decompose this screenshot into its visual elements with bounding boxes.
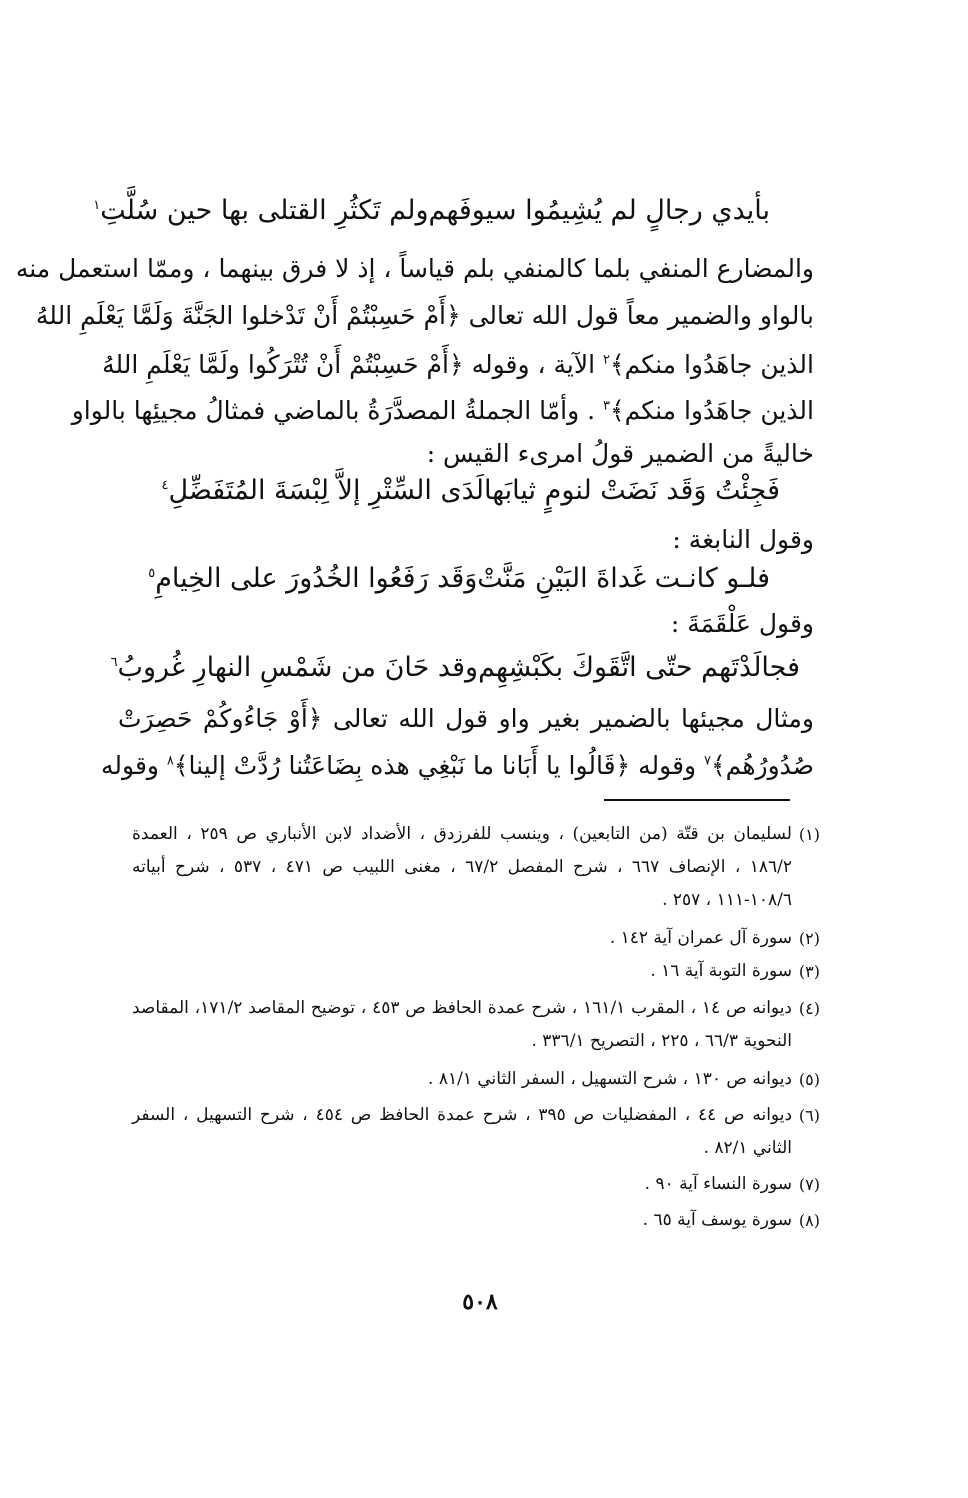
verse-1-second-hemistich-text: ولم تَكثُرِ القتلى بها حين سُلَّتِ (100, 195, 429, 226)
prose-line-6: وقول النابغة : (672, 525, 814, 554)
footnote-1: لسليمان بن قتّة (من التابعين) ، وينسب للفرزدق ، الأضداد لابن الأنباري ص ٢٥٩ ، العمدة ١٨٦/٢ ، الإنصاف ٦٦٧ ، شرح المفصل ٦٧/٢ ، مغنى اللبيب ص ٤٧١ ، ٥٣٧ ، شرح أبياته ١٠٨/٦-١١١ ، ٢٥٧ . (132, 824, 792, 910)
verse-2-second-hemistich-text: لَدَى السِّتْرِ إلاَّ لِبْسَةَ المُتَفَضِّلِ (168, 475, 484, 506)
prose-line-9-rest: وقوله (101, 751, 167, 780)
verse-1 (93, 189, 770, 233)
footnote-ref-3: ٣ (603, 398, 610, 414)
prose-line-9-quote-1: صُدُورُهُم﴾ (711, 751, 814, 780)
footnote-ref-7: ٧ (704, 753, 712, 769)
verse-2-first-hemistich: فَجِئْتُ وَقَد نَضَتْ لنومٍ ثيابَها (484, 475, 780, 506)
footnote-7-number: (٧) (798, 1175, 820, 1194)
footnote-2: سورة آل عمران آية ١٤٢ . (609, 928, 792, 948)
verse-2-second-hemistich (161, 469, 484, 513)
prose-line-7: وقول عَلْقَمَةَ : (670, 609, 814, 638)
footnote-4: ديوانه ص ١٤ ، المقرب ١٦١/١ ، شرح عمدة الحافظ ص ٤٥٣ ، توضيح المقاصد ١٧١/٢، المقاصد النحوية ٦٦/٣ ، ٢٢٥ ، التصريح ٣٣٦/١ . (132, 998, 792, 1051)
footnote-4-number: (٤) (798, 999, 820, 1018)
footnote-6: ديوانه ص ٤٤ ، المفضليات ص ٣٩٥ ، شرح عمدة الحافظ ص ٤٥٤ ، شرح التسهيل ، السفر الثاني ٨٢/١ . (132, 1105, 793, 1158)
prose-line-8: ومثال مجيئها بالضمير بغير واو قول الله تعالى ﴿أَوْ جَاءُوكُمْ حَصِرَتْ (118, 704, 814, 733)
prose-line-4-quote: الذين جاهَدُوا منكم﴾ (610, 396, 814, 425)
footnote-ref-1: ١ (93, 198, 101, 213)
prose-line-4-rest: . وأمّا الجملةُ المصدَّرَةُ بالماضي فمثالُ مجيئِها بالواو (71, 396, 604, 425)
verse-4-first-hemistich: فجالَدْتَهم حتّى اتَّقَوكَ بكَبْشِهِم (478, 652, 800, 683)
footnote-2-number: (٢) (798, 929, 820, 948)
footnote-8: سورة يوسف آية ٦٥ . (642, 1210, 792, 1230)
verse-3-first-hemistich: فلـو كانـت غَداةَ البَيْنِ مَنَّتْ (477, 563, 770, 594)
footnote-ref-4: ٤ (161, 478, 169, 493)
verse-3 (148, 557, 770, 601)
footnote-6-number: (٦) (798, 1106, 820, 1125)
footnote-1-number: (١) (798, 825, 820, 844)
verse-4-second-hemistich (111, 646, 479, 690)
prose-line-4 (71, 389, 814, 433)
footnote-ref-6: ٦ (110, 655, 118, 670)
verse-3-second-hemistich (148, 557, 477, 601)
verse-3-second-hemistich-text: وَقَد رَفَعُوا الخُدُورَ على الخِيامِ (155, 563, 478, 594)
prose-line-5: خاليةً من الضمير قولُ امرىء القيس : (426, 439, 814, 468)
verse-4-second-hemistich-text: وقد حَانَ من شَمْسِ النهارِ غُروبُ (117, 652, 479, 683)
prose-line-1: والمضارع المنفي بلما كالمنفي بلم قياساً ، إذ لا فرق بينهما ، وممّا استعمل منه (15, 254, 814, 283)
footnote-separator (604, 799, 790, 801)
prose-line-3-quote: الذين جاهَدُوا منكم﴾ (610, 350, 814, 379)
prose-line-9-quote-2: وقوله ﴿قَالُوا يا أَبَانا ما نَبْغِي هذه بِضَاعَتُنا رُدَّتْ إلينا﴾ (173, 751, 705, 780)
footnote-7: سورة النساء آية ٩٠ . (644, 1174, 792, 1194)
footnote-8-number: (٨) (798, 1211, 820, 1230)
verse-4 (110, 646, 800, 690)
verse-1-second-hemistich (93, 189, 428, 233)
page-number: ٥٠٨ (462, 1289, 498, 1315)
footnote-5-number: (٥) (798, 1070, 820, 1089)
prose-line-9 (101, 744, 814, 788)
footnote-ref-2: ٢ (603, 352, 610, 368)
footnote-3-number: (٣) (798, 962, 820, 981)
prose-line-2: بالواو والضمير معاً قول الله تعالى ﴿أَمْ حَسِبْتُمْ أَنْ تَدْخلوا الجَنَّةَ وَلَمَّا يَعْلَمِ اللهُ (35, 301, 814, 330)
verse-1-first-hemistich: بأيدي رجالٍ لم يُشِيمُوا سيوفَهم (428, 195, 770, 226)
footnote-ref-8: ٨ (166, 753, 174, 769)
footnote-3: سورة التوبة آية ١٦ . (650, 961, 792, 981)
footnote-ref-5: ٥ (148, 566, 156, 581)
verse-2 (161, 469, 780, 513)
footnote-5: ديوانه ص ١٣٠ ، شرح التسهيل ، السفر الثاني ٨١/١ . (428, 1069, 792, 1089)
prose-line-3-rest: الآية ، وقوله ﴿أَمْ حَسِبْتُمْ أَنْ تُتْرَكُوا ولَمَّا يَعْلَمِ اللهُ (102, 350, 604, 379)
prose-line-3 (102, 343, 814, 387)
